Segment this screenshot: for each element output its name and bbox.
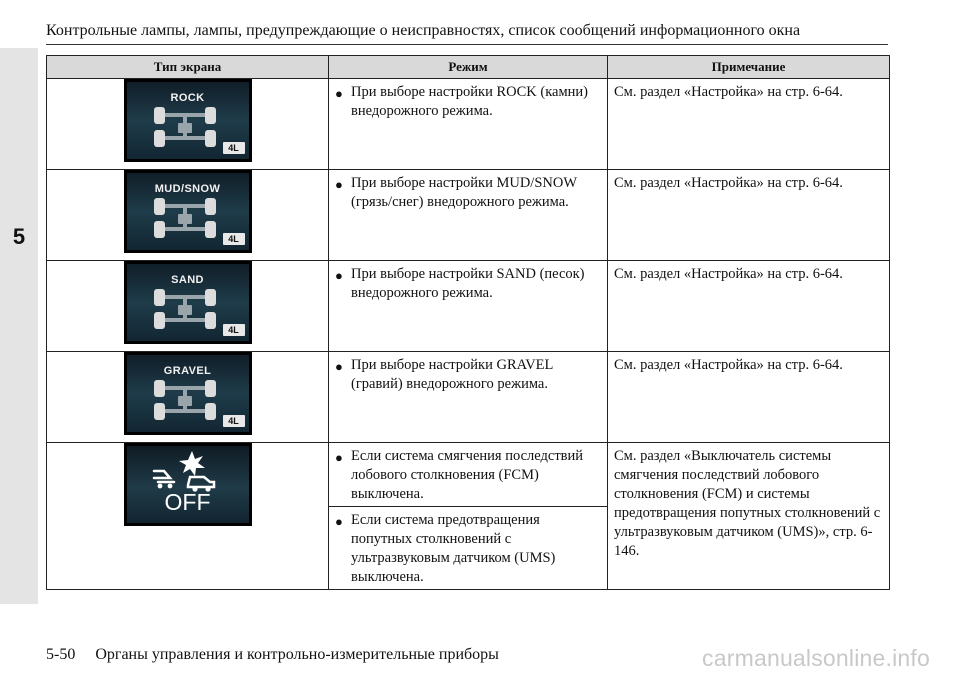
display-screen-image xyxy=(124,352,252,435)
bullet-dot-icon: ● xyxy=(335,86,343,101)
screen-mode-label: GRAVEL xyxy=(163,365,212,377)
screen-mode-label: SAND xyxy=(171,274,204,286)
table-row xyxy=(47,443,890,507)
page-header-title: Контрольные лампы, лампы, предупреждающие о неисправностях, список сообщений информационного окна xyxy=(46,22,801,39)
header-divider xyxy=(46,44,888,45)
column-header-mode: Режим xyxy=(329,56,608,79)
mode-bullet-item xyxy=(335,356,601,394)
note-cell: См. раздел «Настройка» на стр. 6-64. xyxy=(608,261,890,352)
mode-bullet-item xyxy=(335,511,601,587)
note-cell: См. раздел «Настройка» на стр. 6-64. xyxy=(608,170,890,261)
fcm-off-text: OFF xyxy=(164,489,211,515)
chapter-number: 5 xyxy=(12,224,26,249)
chapter-side-tab xyxy=(0,48,38,604)
mode-text: При выборе настройки GRAVEL (гравий) внедорожного режима. xyxy=(351,357,553,392)
bullet-dot-icon: ● xyxy=(335,514,343,529)
table-row xyxy=(47,170,890,261)
mode-bullet-item xyxy=(335,447,601,504)
bullet-dot-icon: ● xyxy=(335,359,343,374)
4l-badge: 4L xyxy=(223,233,245,245)
fcm-off-icon xyxy=(148,449,228,493)
bullet-dot-icon: ● xyxy=(335,450,343,465)
screen-cell xyxy=(47,443,329,590)
column-header-screen-type: Тип экрана xyxy=(47,56,329,79)
note-cell: См. раздел «Настройка» на стр. 6-64. xyxy=(608,352,890,443)
mode-cell xyxy=(329,261,608,352)
bullet-dot-icon: ● xyxy=(335,268,343,283)
screen-cell xyxy=(47,170,329,261)
4wd-drivetrain-icon xyxy=(150,285,220,333)
bullet-dot-icon: ● xyxy=(335,177,343,192)
mode-text: Если система предотвращения попутных столкновений с ультразвуковым датчиком (UMS) выключена. xyxy=(351,512,556,585)
table-row xyxy=(47,79,890,170)
mode-text: Если система смягчения последствий лобового столкновения (FCM) выключена. xyxy=(351,448,584,502)
4l-badge: 4L xyxy=(223,324,245,336)
display-screen-image xyxy=(124,79,252,162)
screen-mode-label: ROCK xyxy=(170,92,205,104)
mode-cell xyxy=(329,79,608,170)
note-cell: См. раздел «Выключатель системы смягчения последствий лобового столкновения (FCM) и системы предотвращения попутных столкновений с ультразвуковым датчиком (UMS)», стр. 6-146. xyxy=(608,443,890,590)
mode-cell xyxy=(329,443,608,507)
table-header-row xyxy=(47,56,890,79)
footer-section-title: Органы управления и контрольно-измерительные приборы xyxy=(95,646,499,663)
mode-cell xyxy=(329,170,608,261)
4wd-drivetrain-icon xyxy=(150,103,220,151)
4wd-drivetrain-icon xyxy=(150,376,220,424)
mode-bullet-item xyxy=(335,83,601,121)
display-screen-image xyxy=(124,261,252,344)
table-row xyxy=(47,352,890,443)
mode-bullet-item xyxy=(335,174,601,212)
mode-text: При выборе настройки ROCK (камни) внедорожного режима. xyxy=(351,84,588,119)
site-watermark: carmanualsonline.info xyxy=(702,645,930,671)
4l-badge: 4L xyxy=(223,415,245,427)
mode-text: При выборе настройки MUD/SNOW (грязь/снег) внедорожного режима. xyxy=(351,175,577,210)
screen-mode-label: MUD/SNOW xyxy=(154,183,221,195)
page-footer xyxy=(46,646,499,664)
fcm-off-display-image xyxy=(124,443,252,526)
table-row xyxy=(47,261,890,352)
indicator-table xyxy=(46,55,890,590)
mode-text: При выборе настройки SAND (песок) внедорожного режима. xyxy=(351,266,585,301)
screen-cell xyxy=(47,79,329,170)
4wd-drivetrain-icon xyxy=(150,194,220,242)
screen-cell xyxy=(47,261,329,352)
page-number: 5-50 xyxy=(46,646,76,663)
column-header-note: Примечание xyxy=(608,56,890,79)
4l-badge: 4L xyxy=(223,142,245,154)
mode-bullet-item xyxy=(335,265,601,303)
display-screen-image xyxy=(124,170,252,253)
mode-cell xyxy=(329,352,608,443)
note-cell: См. раздел «Настройка» на стр. 6-64. xyxy=(608,79,890,170)
mode-cell xyxy=(329,507,608,590)
screen-cell xyxy=(47,352,329,443)
